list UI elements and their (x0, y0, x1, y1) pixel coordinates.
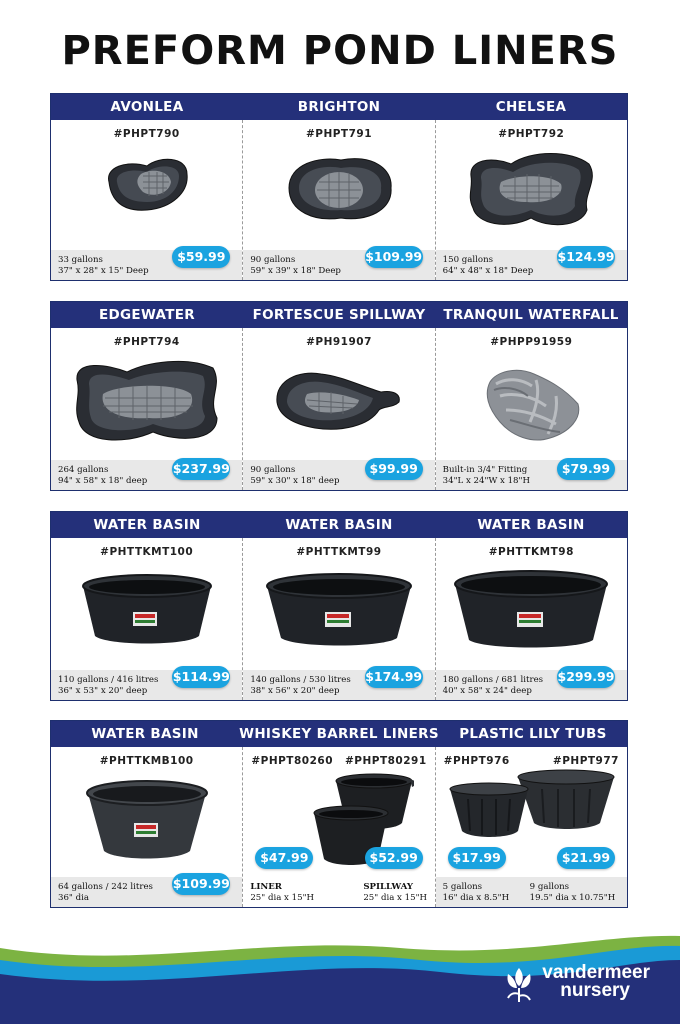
dimensions-text: 34"L x 24"W x 18"H (442, 475, 530, 486)
section-header (51, 94, 627, 120)
capacity-text: 264 gallons (58, 465, 109, 475)
pond-liner-image (243, 150, 434, 226)
price-badge: $174.99 (365, 666, 423, 688)
pond-liner-image (243, 358, 434, 438)
flower-icon (500, 964, 538, 1004)
product-brighton (242, 120, 434, 280)
product-water-basin-98 (435, 538, 627, 700)
dimensions-text: 40" x 58" x 24" deep (442, 685, 532, 696)
product-name: TRANQUIL WATERFALL (443, 307, 619, 323)
spillway-label: SPILLWAY (363, 882, 413, 892)
liner-dimensions: 25" dia x 15"H (250, 892, 315, 903)
capacity-text: 150 gallons (442, 255, 494, 265)
dimensions-text: 94" x 58" x 18" deep (58, 475, 148, 486)
capacity-text: 90 gallons (250, 255, 296, 265)
product-edgewater (51, 328, 242, 490)
product-sku-small-tub: #PHPT976 (443, 755, 510, 767)
product-chelsea (435, 120, 627, 280)
product-water-basin-100 (51, 538, 242, 700)
product-name: CHELSEA (495, 99, 567, 115)
dimensions-text: 59" x 39" x 18" Deep (250, 265, 341, 276)
page-title: PREFORM POND LINERS (61, 28, 619, 74)
price-badge-spillway: $52.99 (365, 847, 423, 869)
section-pond-liners-1 (50, 93, 628, 281)
fitting-text: Built-in 3/4" Fitting (442, 465, 528, 475)
product-name: AVONLEA (110, 99, 184, 115)
capacity-text: 180 gallons / 681 litres (442, 675, 544, 685)
liner-label: LINER (250, 882, 282, 892)
product-sku-spillway: #PHPT80291 (344, 755, 427, 767)
product-sku: #PHPT790 (113, 128, 180, 140)
product-sku: #PH91907 (306, 336, 372, 348)
section-header (51, 721, 627, 747)
product-avonlea (51, 120, 242, 280)
product-tranquil-waterfall (435, 328, 627, 490)
product-plastic-lily-tubs (435, 747, 627, 907)
price-badge-liner: $47.99 (255, 847, 313, 869)
price-badge: $124.99 (557, 246, 615, 268)
capacity-text: 33 gallons (58, 255, 103, 265)
product-water-basin-mb100 (51, 747, 242, 907)
product-sku: #PHTTKMT99 (296, 546, 382, 558)
lily-tubs-image (436, 769, 627, 849)
product-name: WHISKEY BARREL LINERS (239, 726, 439, 742)
dimensions-text: 38" x 56" x 20" deep (250, 685, 340, 696)
price-badge: $237.99 (172, 458, 230, 480)
price-badge: $114.99 (172, 666, 230, 688)
logo-text-line2: nursery (560, 980, 630, 1001)
price-badge-large-tub: $21.99 (557, 847, 615, 869)
large-tub-capacity: 9 gallons (529, 882, 570, 892)
product-sku: #PHTTKMT98 (488, 546, 574, 558)
dimensions-text: 59" x 30" x 18" deep (250, 475, 340, 486)
product-name: BRIGHTON (297, 99, 381, 115)
water-basin-image (51, 775, 242, 863)
price-badge: $79.99 (557, 458, 615, 480)
dimensions-text: 64" x 48" x 18" Deep (442, 265, 534, 276)
product-sku-large-tub: #PHPT977 (552, 755, 619, 767)
product-sku-liner: #PHPT80260 (251, 755, 333, 767)
product-details (436, 877, 627, 907)
water-basin-image (51, 570, 242, 650)
waterfall-image (436, 352, 627, 452)
capacity-text: 140 gallons / 530 litres (250, 675, 351, 685)
product-sku: #PHPT792 (498, 128, 565, 140)
section-basins-barrels-tubs (50, 720, 628, 908)
price-badge: $99.99 (365, 458, 423, 480)
pond-liner-image (51, 152, 242, 222)
dimensions-text: 36" x 53" x 20" deep (58, 685, 148, 696)
dimensions-text: 37" x 28" x 15" Deep (58, 265, 149, 276)
product-water-basin-99 (242, 538, 434, 700)
price-badge: $299.99 (557, 666, 615, 688)
product-name: WATER BASIN (91, 726, 199, 742)
section-header (51, 512, 627, 538)
pond-liner-image (51, 350, 242, 450)
product-name: WATER BASIN (477, 517, 585, 533)
product-name: FORTESCUE SPILLWAY (252, 307, 426, 323)
section-water-basins (50, 511, 628, 701)
capacity-text: 64 gallons / 242 litres (58, 882, 153, 892)
section-pond-liners-2 (50, 301, 628, 491)
small-tub-capacity: 5 gallons (442, 882, 483, 892)
price-badge: $109.99 (172, 873, 230, 895)
capacity-text: 90 gallons (250, 465, 296, 475)
product-sku: #PHTTKMT100 (100, 546, 194, 558)
vandermeer-logo (500, 964, 650, 1000)
product-name: EDGEWATER (99, 307, 195, 323)
spillway-dimensions: 25" dia x 15"H (363, 892, 428, 903)
product-name: WATER BASIN (93, 517, 201, 533)
product-details (243, 877, 434, 907)
water-basin-image (436, 566, 627, 654)
section-header (51, 302, 627, 328)
product-sku: #PHPP91959 (490, 336, 573, 348)
product-name: PLASTIC LILY TUBS (459, 726, 607, 742)
product-sku: #PHPT791 (305, 128, 373, 140)
logo-text-line1: vandermeer (542, 962, 650, 983)
water-basin-image (243, 568, 434, 652)
pond-liner-image (436, 146, 627, 234)
product-name: WATER BASIN (285, 517, 393, 533)
product-sku: #PHTTKMB100 (99, 755, 194, 767)
large-tub-dimensions: 19.5" dia x 10.75"H (529, 892, 616, 903)
product-fortescue-spillway (242, 328, 434, 490)
price-badge: $59.99 (172, 246, 230, 268)
product-sku: #PHPT794 (113, 336, 180, 348)
price-badge: $109.99 (365, 246, 423, 268)
price-badge-small-tub: $17.99 (448, 847, 506, 869)
dimensions-text: 36" dia (58, 892, 89, 903)
capacity-text: 110 gallons / 416 litres (58, 675, 159, 685)
product-whiskey-barrel-liners (242, 747, 434, 907)
small-tub-dimensions: 16" dia x 8.5"H (442, 892, 510, 903)
